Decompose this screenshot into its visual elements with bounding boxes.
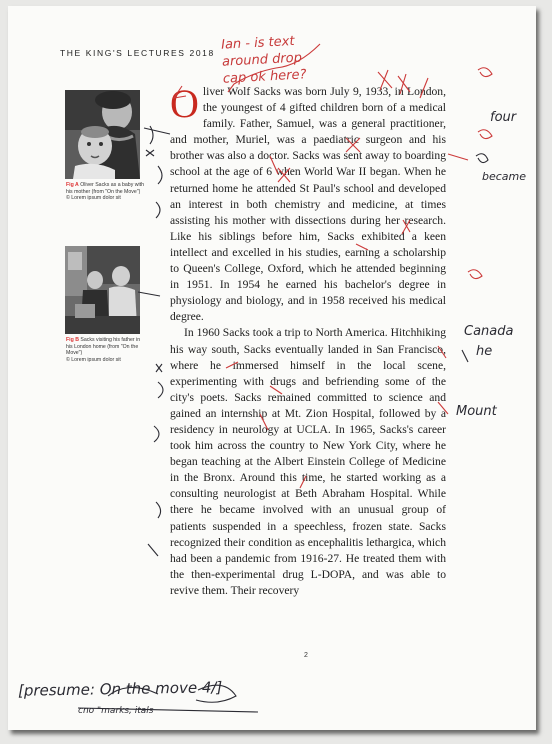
body-text <box>170 81 446 599</box>
figure-b-credit: © Lorem ipsum dolor sit <box>66 356 121 363</box>
paragraph-1: liver Wolf Sacks was born July 9, 1933, in London, the youngest of 4 gifted children born of a medical family. Father, Samuel, was a general practitioner, and mother, Muriel, was a paediatric surgeon and his brother was also a doctor. Sacks was sent away to boarding school at the age of 6 when World War II began. When he returned home he attended St Paul's school and developed an interest in both chemistry and medicine, at times assisting his mother with dissections during her research. Like his siblings before him, Sacks exhibited a keen intellect and excelled in his studies, earning a scholarship to Queen's College, Oxford, which he attended beginning in 1951. In 1954 he earned his bachelor's degree in physiology and biology, and in 1958 received his medical degree. <box>170 85 446 324</box>
figure-b-caption <box>66 337 146 363</box>
figure-b-tag: Fig B <box>66 337 79 343</box>
annotation-top-note <box>221 31 328 87</box>
annotation-top-note-text: Ian - is text around drop cap ok here? <box>220 33 307 87</box>
figure-a-credit: © Lorem ipsum dolor sit <box>66 195 121 202</box>
figure-a-caption-text: Oliver Sacks as a baby with his mother (from "On the Move") <box>66 182 144 195</box>
annotation-four: four <box>490 110 517 125</box>
figure-a-caption <box>66 182 146 202</box>
document-page <box>8 6 536 730</box>
annotation-he: he <box>476 344 493 359</box>
figure-a-photo <box>65 90 140 179</box>
figure-b-photo <box>65 246 140 334</box>
annotation-bottom-note: [presume: On the move 4/] <box>17 678 223 700</box>
figure-a-tag: Fig A <box>66 182 79 188</box>
running-header: THE KING'S LECTURES 2018 <box>60 48 215 58</box>
annotation-canada: Canada <box>464 324 514 339</box>
annotation-became: became <box>482 170 527 183</box>
figure-b-caption-text: Sacks visiting his father in his London home (from "On the Move") <box>66 337 141 357</box>
page-number: 2 <box>304 652 308 659</box>
annotation-mount: Mount <box>456 404 497 419</box>
annotation-bottom-sub: cno "marks, itals <box>78 706 154 716</box>
paragraph-2: In 1960 Sacks took a trip to North America. Hitchhiking his way south, Sacks eventually landed in San Francisco, where he immersed himself in the local scene, experimenting with drugs and befriending some of the city's poets. Sacks remained committed to science and gained an internship at Mt. Zion Hospital, followed by a residency in neurology at UCLA. In 1965, Sacks's career took him across the country to New York City, where he began teaching at the Albert Einstein College of Medicine in the Bronx. Around this time, he started working as a consulting neurologist at Beth Abraham Hospital. While there he became involved with an unusual group of patients suspended in a speechless, frozen state. Sacks recognized their condition as encephalitis lethargica, which had been a pandemic from 1916-27. He treated them with the then-experimental drug L-DOPA, and was able to revive them. Their recovery <box>170 326 446 597</box>
drop-cap: O <box>170 81 199 126</box>
